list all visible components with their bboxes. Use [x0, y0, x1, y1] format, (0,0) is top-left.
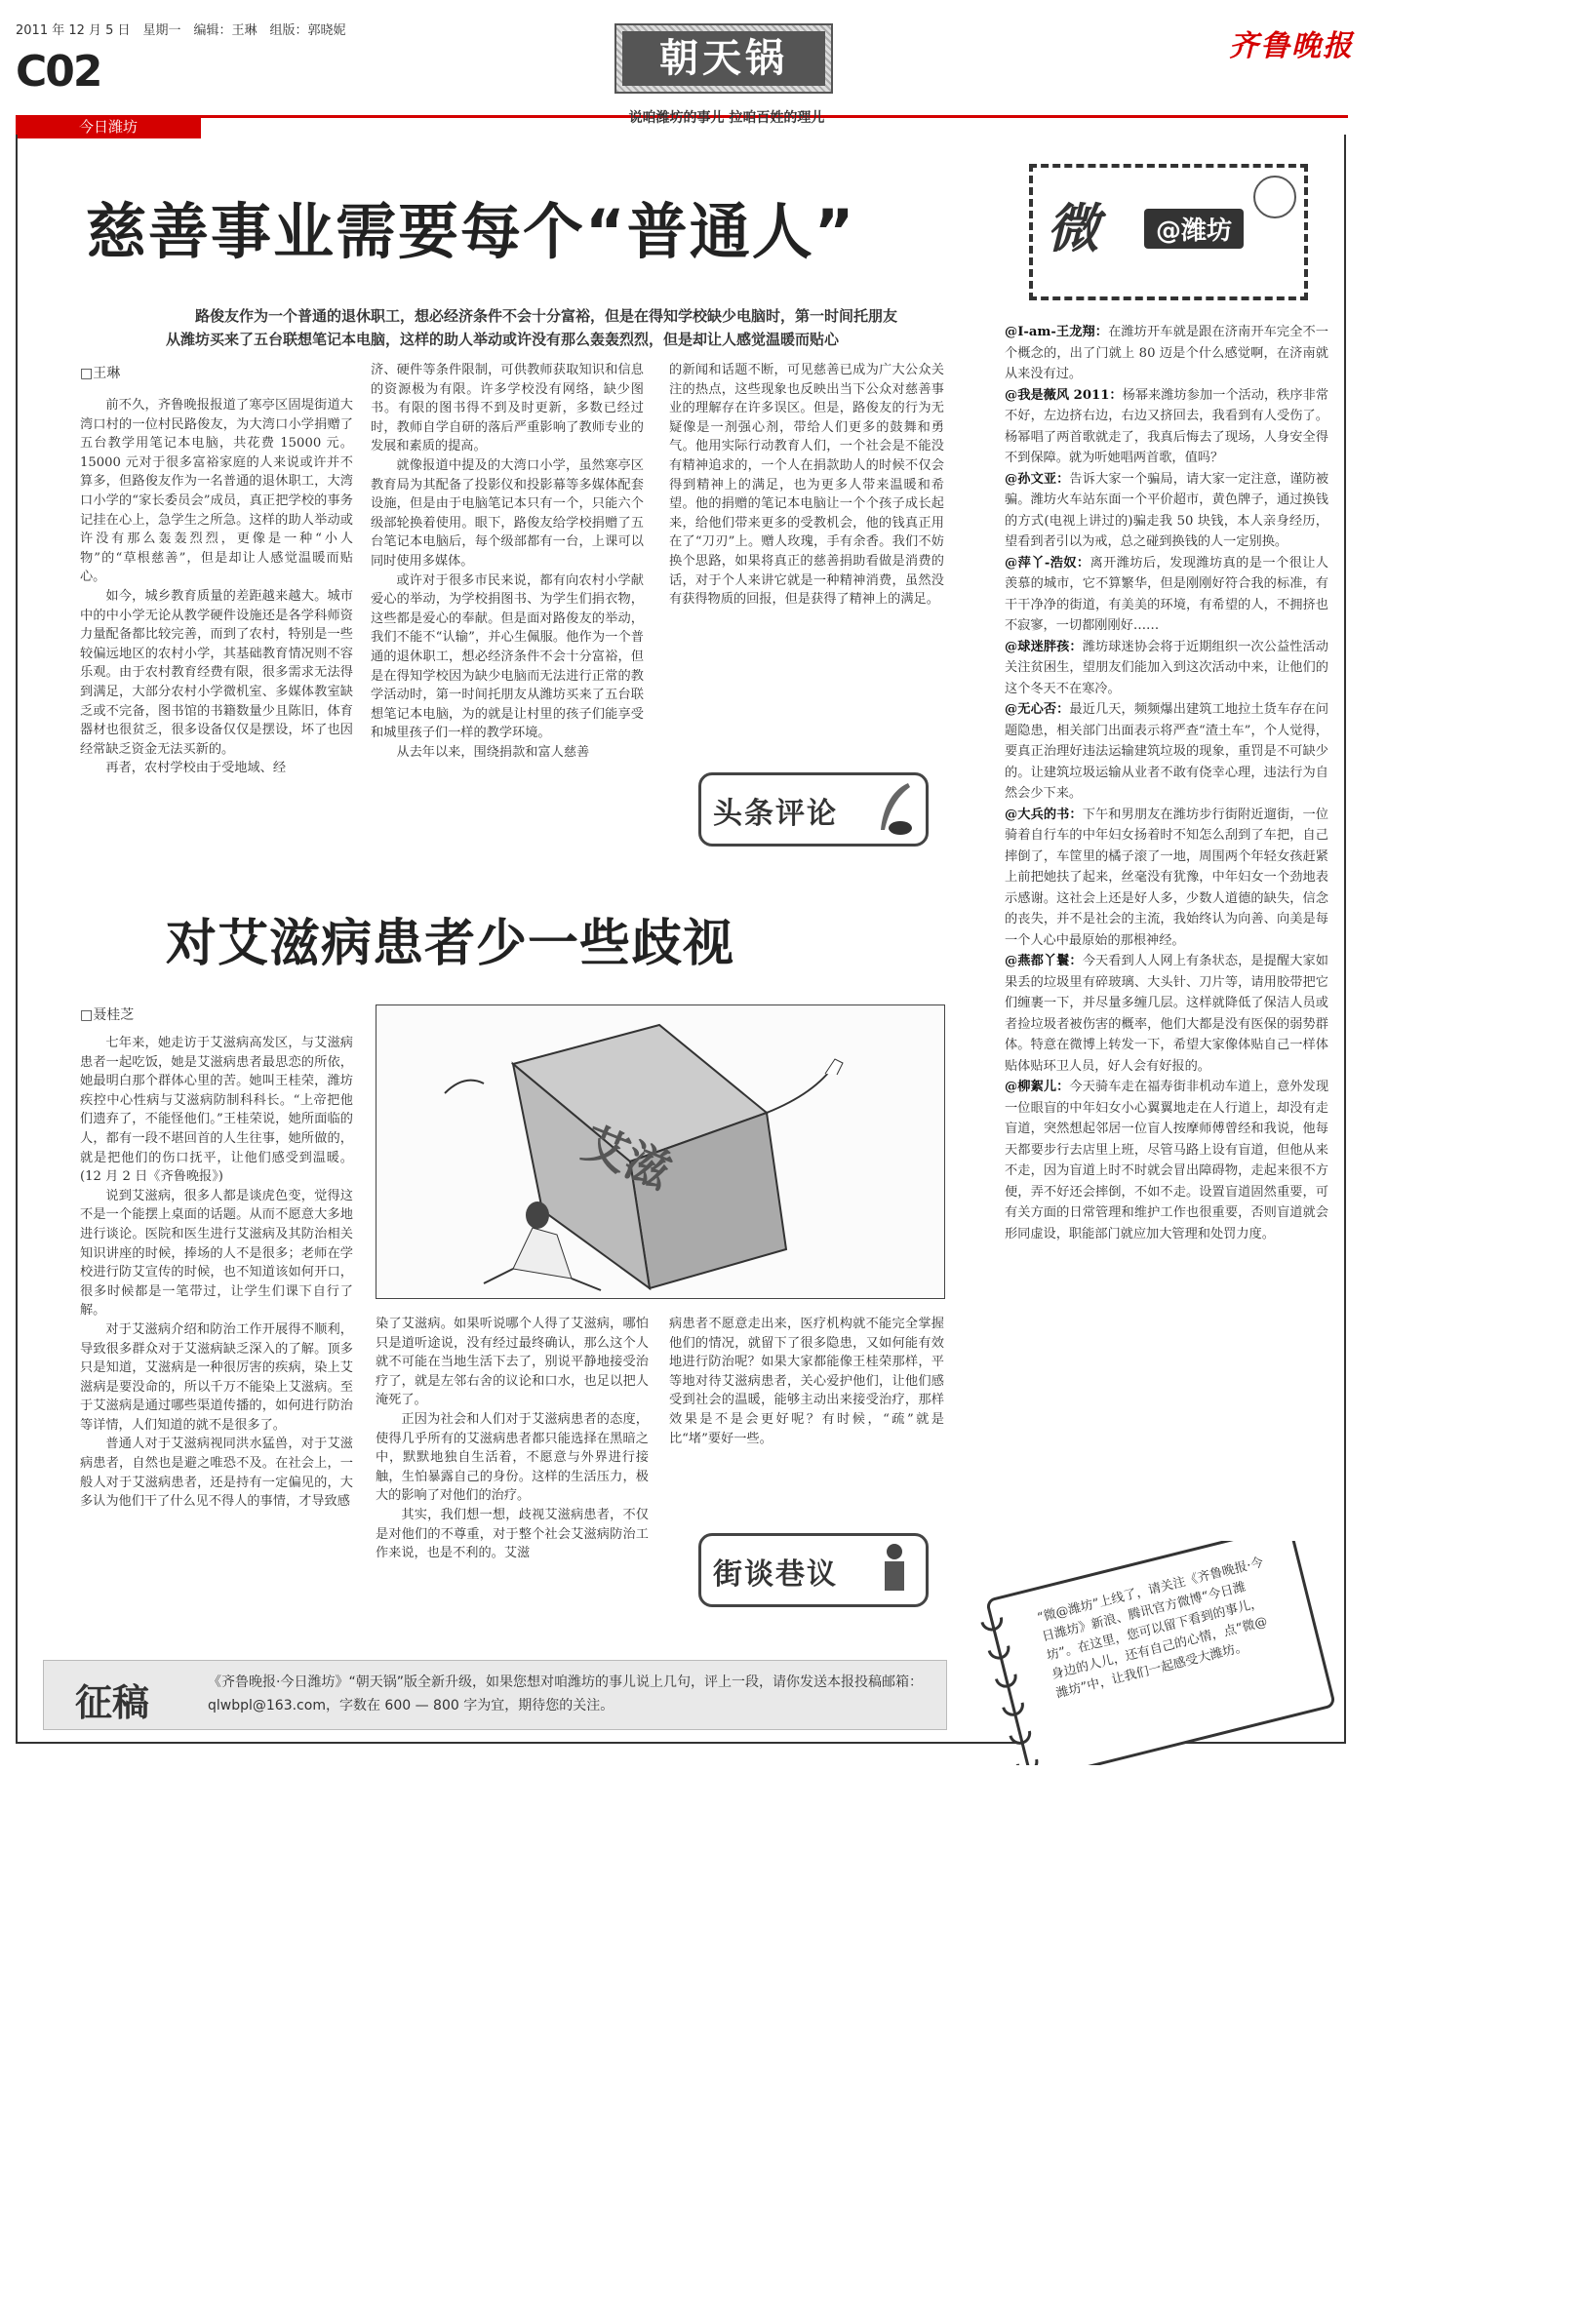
masthead-title: 朝天锅	[622, 31, 825, 86]
paragraph: 再者，农村学校由于受地域、经	[105, 761, 287, 776]
weibo-post	[1005, 805, 1328, 952]
article1-column-1	[80, 396, 353, 778]
article1-lead: 路俊友作为一个普通的退休职工，想必经济条件不会十分富裕，但是在得知学校缺少电脑时，第一时间托朋友从潍坊买来了五台联想笔记本电脑，这样的助人举动或许没有那么轰轰烈烈，但是却让人感觉温暖而贴心	[166, 307, 898, 348]
paragraph: 七年来，她走访于艾滋病高发区，与艾滋病患者一起吃饭，她是艾滋病患者最思恋的所依，她最明白那个群体心里的苦。她叫王桂荣，潍坊疾控中心性病与艾滋病防制科科长。“上帝把他们遗弃了，不能怪他们。”王桂荣说，她所面临的人，都有一段不堪回首的人生往事，她所做的，就是把他们的伤口抚平，让他们感受到温暖。(12 月 2 日《齐鲁晚报》)	[80, 1036, 353, 1185]
post-user[interactable]: @萍丫-浩奴：	[1005, 555, 1090, 571]
article1-byline: □王琳	[80, 366, 121, 381]
weibo-post	[1005, 385, 1328, 469]
article1-column-3	[669, 361, 944, 610]
paragraph: 从去年以来，围绕捐款和富人慈善	[396, 744, 590, 760]
post-user[interactable]: @柳絮儿：	[1005, 1080, 1070, 1094]
issue-meta: 2011 年 12 月 5 日 星期一 编辑：王琳 组版：郭晓妮	[16, 23, 346, 38]
article2-column-3	[669, 1315, 944, 1448]
paragraph: 其实，我们想一想，歧视艾滋病患者，不仅是对他们的不尊重，对于整个社会艾滋病防治工作来说，也是不利的。艾滋	[376, 1507, 649, 1561]
badge-label: 街谈巷议	[713, 1557, 838, 1592]
paragraph: 染了艾滋病。如果听说哪个人得了艾滋病，哪怕只是道听途说，没有经过最终确认，那么这个人就不可能在当地生活下去了，别说平静地接受治疗了，就是左邻右舍的议论和口水，也足以把人淹死了。	[376, 1317, 649, 1408]
article2-column-1	[80, 1034, 353, 1512]
newspaper-logo: 齐鲁晚报	[1229, 29, 1354, 63]
weibo-post	[1005, 322, 1328, 385]
article2-headline: 对艾滋病患者少一些歧视	[166, 915, 735, 973]
weibo-posts	[1005, 322, 1328, 1244]
paragraph: 的新闻和话题不断，可见慈善已成为广大公众关注的热点，这些现象也反映出当下公众对慈善事业的理解存在许多误区。但是，路俊友的行为无疑像是一剂强心剂，带给人们更多的鼓舞和勇气。他用实际行动教育人们，一个社会是不能没有精神追求的，一个人在捐款助人的时候不仅会得到精神上的满足，也为更多人带来温暖和希望。他的捐赠的笔记本电脑让一个个孩子成长起来，给他们带来更多的受教机会，他的钱真正用在了“刀刃”上。赠人玫瑰，手有余香。我们不妨换个思路，如果将真正的慈善捐助看做是消费的话，对于个人来讲它就是一种精神消费，虽然没有获得物质的回报，但是获得了精神上的满足。	[669, 363, 944, 608]
post-user[interactable]: @大兵的书：	[1005, 807, 1083, 822]
page-number: C02	[16, 47, 101, 97]
paragraph: 病患者不愿意走出来，医疗机构就不能完全掌握他们的情况，就留下了很多隐患，又如何能有效地进行防治呢？如果大家都能像王桂荣那样，平等地对待艾滋病患者，关心爱护他们，让他们感受到社会的温暖，能够主动出来接受治疗，那样效果是不是会更好呢？有时候，“疏”就是比“堵”要好一些。	[669, 1317, 944, 1446]
headline-comment-badge	[698, 772, 929, 847]
weibo-post	[1005, 469, 1328, 553]
paragraph: 前不久，齐鲁晚报报道了寒亭区固堤街道大湾口村的一位村民路俊友，为大湾口小学捐赠了五台教学用笔记本电脑，共花费 15000 元。15000 元对于很多富裕家庭的人来说或许并不算多，但路俊友作为一名普通的退休职工，大湾口小学的“家长委员会”成员，真正把学校的事务记挂在心上，急学生之所急。这样的助人举动或许没有那么轰轰烈烈，更像是一种“小人物”的“草根慈善”，但是却让人感觉温暖而贴心。	[80, 398, 353, 585]
notepad-card	[966, 1541, 1351, 1765]
post-user[interactable]: @I-am-王龙翔：	[1005, 325, 1109, 339]
post-text: 今天骑车走在福寿街非机动车道上，意外发现一位眼盲的中年妇女小心翼翼地走在人行道上，却没有走盲道，突然想起邻居一位盲人按摩师傅曾经和我说，他每天都要步行去店里上班，尽管马路上设有盲道，但他从来不走，因为盲道上时不时就会冒出障碍物，走起来很不方便，弄不好还会摔倒，不如不走。设置盲道固然重要，可有关方面的日常管理和维护工作也很重要，否则盲道就会形同虚设，职能部门就应加大管理和处罚力度。	[1005, 1080, 1329, 1241]
post-text: 今天看到人人网上有条状态，是提醒大家如果丢的垃圾里有碎玻璃、大头针、刀片等，请用胶带把它们缠裹一下，并尽量多缠几层。这样就降低了保洁人员或者捡垃圾者被伤害的概率，他们大都是没有医保的弱势群体。特意在微博上转发一下，希望大家像体贴自己一样体贴体贴环卫人员，好人会有好报的。	[1005, 954, 1328, 1074]
paragraph: 如今，城乡教育质量的差距越来越大。城市中的中小学无论从教学硬件设施还是各学科师资力量配备都比较完善，而到了农村，特别是一些较偏远地区的农村小学，其基础教育情况则不容乐观。由于农村教育经费有限，很多需求无法得到满足，大部分农村小学微机室、多媒体教室缺乏或不完备，图书馆的书籍数量少且陈旧，体育器材也很贫乏，很多设备仅仅是摆设，坏了也因经常缺乏资金无法买新的。	[80, 588, 353, 757]
weibo-post	[1005, 951, 1328, 1077]
post-user[interactable]: @孙文亚：	[1005, 471, 1070, 487]
person-icon	[871, 1542, 916, 1596]
weibo-post	[1005, 699, 1328, 805]
weibo-logo: 微	[1047, 197, 1099, 259]
post-text: 在潍坊开车就是跟在济南开车完全不一个概念的，出了门就上 80 迈是个什么感觉啊，在济南就从来没有过。	[1005, 325, 1328, 381]
post-text: 最近几天，频频爆出建筑工地拉土货车存在问题隐患，相关部门出面表示将严查“渣土车”，个人觉得，要真正治理好违法运输建筑垃圾的现象，重罚是不可缺少的。让建筑垃圾运输从业者不敢有侥幸心理，违法行为自然会少下来。	[1005, 702, 1329, 801]
post-text: 潍坊球迷协会将于近期组织一次公益性活动关注贫困生，望朋友们能加入到这次活动中来，让他们的这个冬天不在寒冷。	[1005, 639, 1328, 696]
quill-pen-icon	[871, 781, 916, 836]
paragraph: 说到艾滋病，很多人都是谈虎色变，觉得这不是一个能摆上桌面的话题。从而不愿意大多地进行谈论。医院和医生进行艾滋病及其防治相关知识讲座的时候，捧场的人不是很多；老师在学校进行防艾宣传的时候，也不知道该如何开口，很多时候都是一笔带过，让学生们课下自行了解。	[80, 1188, 353, 1319]
weibo-post	[1005, 637, 1328, 700]
masthead-subtitle: 说咱潍坊的事儿 拉咱百姓的理儿	[628, 110, 825, 126]
article1-column-2	[371, 361, 644, 762]
post-text: 下午和男朋友在潍坊步行街附近遛街，一位骑着自行车的中年妇女扬着时不知怎么刮到了车把，自己摔倒了，车筐里的橘子滚了一地，周围两个年轻女孩赶紧上前把她扶了起来，丝毫没有犹豫，中年妇女一个劲地表示感谢。这社会上还是好人多，少数人道德的缺失，信念的丧失，并不是社会的主流，我始终认为向善、向美是每一个人心中最原始的那根神经。	[1005, 807, 1328, 948]
badge-label: 头条评论	[713, 797, 838, 831]
paragraph: 普通人对于艾滋病视同洪水猛兽，对于艾滋病患者，自然也是避之唯恐不及。在社会上，一般人对于艾滋病患者，还是持有一定偏见的，大多认为他们干了什么见不得人的事情，才导致感	[80, 1437, 353, 1510]
paragraph: 对于艾滋病介绍和防治工作开展得不顺利，导致很多群众对于艾滋病缺乏深入的了解。顶多只是知道，艾滋病是一种很厉害的疾病，染上艾滋病是要没命的，所以千万不能染上艾滋病。至于艾滋病是通过哪些渠道传播的，如何进行防治等详情，人们知道的就不是很多了。	[80, 1321, 353, 1433]
weibo-tag: @潍坊	[1144, 209, 1244, 249]
call-for-submissions	[43, 1660, 947, 1730]
post-user[interactable]: @无心否：	[1005, 702, 1070, 717]
street-talk-badge	[698, 1533, 929, 1607]
article1-headline: 慈善事业需要每个“普通人”	[86, 196, 856, 267]
post-text: 离开潍坊后，发现潍坊真的是一个很让人羡慕的城市，它不算繁华，但是刚刚好符合我的标准，有干干净净的街道，有美美的环境，有希望的人，不拥挤也不寂寥，一切都刚刚好……	[1005, 555, 1328, 633]
post-user[interactable]: @我是薇风 2011：	[1005, 387, 1123, 403]
weibo-post	[1005, 553, 1328, 637]
post-text: 告诉大家一个骗局，请大家一定注意，谨防被骗。潍坊火车站东面一个平价超市，黄色牌子，通过换钱的方式(电视上讲过的)骗走我 50 块钱，本人亲身经历，望看到者引以为戒，总之碰到换钱的人一定别换。	[1005, 471, 1329, 549]
solicit-title: 征稿	[75, 1681, 150, 1724]
post-text: 杨幂来潍坊参加一个活动，秩序非常不好，左边挤右边，右边又挤回去，我看到有人受伤了。杨幂唱了两首歌就走了，我真后悔去了现场，人身安全得不到保障。就为听她唱两首歌，值吗？	[1005, 387, 1329, 465]
section-tab[interactable]: 今日潍坊	[16, 115, 201, 138]
post-user[interactable]: @球迷胖孩：	[1005, 639, 1083, 654]
article2-column-2	[376, 1315, 649, 1563]
weibo-post	[1005, 1077, 1328, 1244]
cartoon-label: 艾滋	[575, 1116, 679, 1200]
column-masthead	[614, 23, 833, 94]
post-user[interactable]: @燕都丫鬟：	[1005, 954, 1083, 968]
paragraph: 就像报道中提及的大湾口小学，虽然寒亭区教育局为其配备了投影仪和投影幕等多媒体配套设施，但是由于电脑笔记本只有一个，只能六个级部轮换着使用。眼下，路俊友给学校捐赠了五台笔记本电脑后，每个级部都有一台，上课可以同时使用多媒体。	[371, 457, 644, 569]
paragraph: 济、硬件等条件限制，可供教师获取知识和信息的资源极为有限。许多学校没有网络，缺少图书。有限的图书得不到及时更新，多数已经过时，教师自学自研的落后严重影响了教师专业的发展和素质的提高。	[371, 363, 644, 454]
paragraph: 或许对于很多市民来说，都有向农村小学献爱心的举动，为学校捐图书、为学生们捐衣物，这些都是爱心的奉献。但是面对路俊友的举动，我们不能不“认输”，并心生佩服。他作为一个普通的退休职工，想必经济条件不会十分富裕，但是在得知学校因为缺少电脑而无法进行正常的教学活动时，第一时间托朋友从潍坊买来了五台联想笔记本电脑，为的就是让村里的孩子们能享受和城里孩子们一样的教学环境。	[371, 572, 644, 741]
article2-byline: □聂桂芝	[80, 1007, 135, 1023]
notepad-text: “微@潍坊”上线了，请关注《齐鲁晚报·今日潍坊》新浪、腾讯官方微博“今日潍坊”。在这里，您可以留下看到的事儿，身边的人儿，还有自己的心情，点“微@潍坊”中，让我们一起感受大潍坊。	[1035, 1555, 1269, 1702]
paragraph: 正因为社会和人们对于艾滋病患者的态度，使得几乎所有的艾滋病患者都只能选择在黑暗之中，默默地独自生活着，不愿意与外界进行接触，生怕暴露自己的身份。这样的生活压力，极大的影响了对他们的治疗。	[376, 1411, 649, 1504]
aids-cartoon	[376, 1004, 945, 1299]
solicit-text: 《齐鲁晚报·今日潍坊》“朝天锅”版全新升级，如果您想对咱潍坊的事儿说上几句，评上一段，请你发送本报投稿邮箱：qlwbpl@163.com，字数在 600 — 800 字为宜，期待您的关注。	[208, 1674, 923, 1713]
weibo-header-box	[1029, 164, 1308, 300]
